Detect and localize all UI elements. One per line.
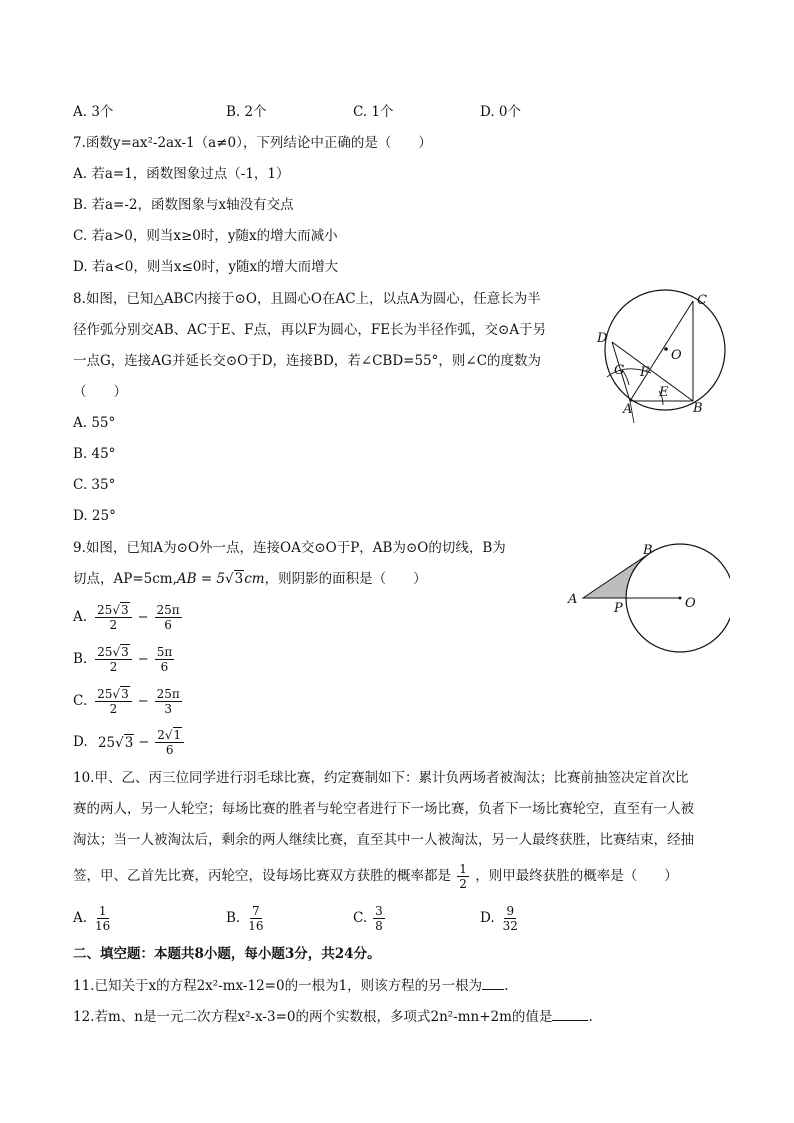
- q10-option-num: 1: [98, 904, 107, 918]
- section2-heading: 二、填空题：本题共8小题，每小题3分，共24分。: [73, 946, 381, 962]
- q10-option-b: [226, 904, 268, 933]
- q8-label-d: D: [597, 331, 608, 346]
- q8-stem-line4: （ ）: [73, 384, 127, 400]
- q9-option-num1: 25: [97, 687, 113, 701]
- q10-option-fraction: [246, 904, 265, 933]
- q9-center-dot: [679, 597, 682, 600]
- q9-option-num2: 25π: [156, 687, 180, 701]
- q9-radical: √3: [225, 571, 244, 587]
- q9-option-den2: 3: [164, 702, 173, 716]
- q9-label-o: O: [685, 596, 696, 611]
- q10-stem-line3: 淘汰；当一人被淘汰后，剩余的两人继续比赛，直至其中一人被淘汰，另一人最终获胜，比赛结束，经抽: [73, 832, 694, 848]
- q9-option-c: [73, 687, 184, 716]
- q9-option-den1: 2: [109, 660, 118, 674]
- q9-option-fraction-1: $\frac{25√3}{2}$: [95, 687, 132, 716]
- q10-option-fraction: [93, 904, 112, 933]
- q9-option-radicand: 3: [121, 687, 129, 701]
- q10-option-c: [353, 904, 387, 933]
- q9-option-fraction-1: $\frac{25√3}{2}$: [95, 645, 132, 674]
- q9-option-d-fraction: $\frac{2√1}{6}$: [155, 728, 184, 757]
- q10-probability-fraction: [457, 862, 469, 891]
- q12-answer-blank[interactable]: [552, 1006, 588, 1021]
- q9-option-d: D. 25 √3 − $\frac{2√1}{6}$: [73, 728, 186, 757]
- q9-option-op: −: [137, 609, 149, 625]
- q12-stem-end: .: [588, 1009, 593, 1025]
- q11-stem: [73, 975, 508, 996]
- q6-option-b: B. 2个: [226, 104, 267, 120]
- q9-shaded-region: [583, 555, 647, 598]
- q10-option-den: 32: [502, 919, 518, 933]
- q9-stem-line1: 9.如图，已知A为⊙O外一点，连接OA交⊙O于P，AB为⊙O的切线，B为: [73, 540, 506, 556]
- q10-option-a: [73, 904, 114, 933]
- q10-option-label: D.: [480, 910, 495, 926]
- q9-option-op: −: [137, 651, 149, 667]
- q10-option-num: 7: [252, 904, 260, 918]
- q10-option-label: B.: [226, 910, 241, 926]
- q10-option-fraction: [373, 904, 385, 933]
- q6-option-d: D. 0个: [480, 104, 522, 120]
- q9-option-fraction-2: [155, 603, 182, 632]
- q9-line2-post: ，则阴影的面积是（ ）: [264, 571, 427, 587]
- q10-option-label: C.: [353, 910, 368, 926]
- q8-label-f: F: [640, 365, 650, 380]
- q9-option-den1: 2: [109, 702, 118, 716]
- q12-stem-text: 12.若m、n是一元二次方程x²-x-3=0的两个实数根，多项式2n²-mn+2m的值是: [73, 1009, 553, 1025]
- q8-geometry-figure: [585, 285, 735, 425]
- q10-option-label: A.: [73, 910, 88, 926]
- q10-line4-post: ，则甲最终获胜的概率是（ ）: [475, 868, 678, 884]
- q8-stem-line2: 径作弧分别交AB、AC于E、F点，再以F为圆心，FE长为半径作弧，交⊙A于另: [73, 322, 547, 338]
- q9-option-d-radicand: 3: [124, 734, 134, 751]
- q9-option-num2: 25π: [156, 603, 180, 617]
- q9-option-d-num-radicand: 1: [173, 728, 182, 742]
- q10-option-num: 9: [506, 904, 515, 918]
- q9-label-p: P: [614, 601, 623, 616]
- q10-stem-line1: 10.甲、乙、丙三位同学进行羽毛球比赛，约定赛制如下：累计负两场者被淘汰；比赛前抽签决定首次比: [73, 770, 689, 786]
- q10-option-den: 16: [248, 919, 264, 933]
- q10-option-den: 16: [95, 919, 111, 933]
- q7-stem: 7.函数y=ax²-2ax-1（a≠0），下列结论中正确的是（ ）: [73, 135, 432, 151]
- q9-option-a: [73, 603, 184, 632]
- q9-option-d-label: D.: [73, 734, 88, 750]
- q7-option-d: D. 若a<0，则当x≤0时，y随x的增大而增大: [73, 259, 339, 275]
- q9-option-op: −: [137, 693, 149, 709]
- q10-prob-den: 2: [459, 877, 467, 891]
- q8-label-c: C: [697, 293, 707, 308]
- q7-option-b: B. 若a=-2，函数图象与x轴没有交点: [73, 197, 294, 213]
- q10-prob-num: 1: [459, 862, 467, 876]
- q9-option-num2: 5π: [156, 645, 173, 659]
- q8-option-a: A. 55°: [73, 415, 116, 431]
- q8-option-d: D. 25°: [73, 508, 116, 524]
- q9-option-fraction-1: $\frac{25√3}{2}$: [95, 603, 132, 632]
- q9-option-b: [73, 645, 176, 674]
- q9-label-a: A: [568, 592, 578, 607]
- q7-option-c: C. 若a>0，则当x≥0时，y随x的增大而减小: [73, 228, 338, 244]
- q9-option-fraction-2: [155, 687, 182, 716]
- q8-label-g: G: [614, 363, 625, 378]
- q9-option-fraction-2: [155, 645, 175, 674]
- q9-stem-line2: [73, 569, 427, 589]
- q9-option-d-op: −: [138, 734, 150, 750]
- q10-option-den: 8: [375, 919, 383, 933]
- q9-option-label: B.: [73, 651, 88, 667]
- q8-center-dot: [664, 347, 668, 351]
- q9-option-num1: 25: [97, 645, 113, 659]
- q8-label-e: E: [659, 385, 669, 400]
- q6-option-c: C. 1个: [353, 104, 394, 120]
- q9-option-label: C.: [73, 693, 88, 709]
- q9-option-den2: 6: [160, 660, 169, 674]
- q10-option-num: 3: [375, 904, 383, 918]
- q9-option-label: A.: [73, 609, 88, 625]
- q8-option-b: B. 45°: [73, 446, 116, 462]
- q10-stem-line2: 赛的两人，另一人轮空；每场比赛的胜者与轮空者进行下一场比赛，负者下一场比赛轮空，直至有一人被: [73, 801, 694, 817]
- q9-option-den2: 6: [164, 618, 172, 632]
- q8-label-a: A: [623, 402, 633, 417]
- q9-label-b: B: [643, 543, 653, 558]
- q8-stem-line3: 一点G，连接AG并延长交⊙O于D，连接BD，若∠CBD=55°，则∠C的度数为: [73, 353, 542, 369]
- q9-option-radicand: 3: [121, 645, 129, 659]
- q9-option-d-coef: 25: [97, 734, 116, 751]
- q10-line4-pre: 签，甲、乙首先比赛，丙轮空，设每场比赛双方获胜的概率都是: [73, 868, 451, 884]
- q9-radicand: 3: [234, 571, 244, 587]
- q6-option-a: A. 3个: [73, 104, 114, 120]
- q10-stem-line4: [73, 862, 678, 891]
- q9-geometry-figure: [560, 540, 730, 655]
- q9-option-den1: 2: [109, 618, 118, 632]
- q9-option-num1: 25: [97, 603, 113, 617]
- q11-stem-end: .: [504, 978, 509, 994]
- q9-line2-unit: cm: [244, 571, 265, 587]
- q8-label-b: B: [693, 401, 703, 416]
- q9-line2-pre: 切点，AP=5cm,: [73, 571, 177, 587]
- q10-option-fraction: [501, 904, 520, 933]
- q9-option-d-num: 2: [157, 728, 165, 742]
- q11-stem-text: 11.已知关于x的方程2x²-mx-12=0的一根为1，则该方程的另一根为: [73, 978, 483, 994]
- q8-stem-line1: 8.如图，已知△ABC内接于⊙O，且圆心O在AC上，以点A为圆心，任意长为半: [73, 291, 541, 307]
- q9-option-d-den: 6: [165, 743, 174, 757]
- q10-option-d: [480, 904, 522, 933]
- q7-option-a: A. 若a=1，函数图象过点（-1，1）: [73, 166, 290, 182]
- q11-answer-blank[interactable]: [482, 975, 504, 990]
- q9-line2-ab: AB = 5: [176, 571, 226, 587]
- q9-option-radicand: 3: [120, 603, 129, 617]
- q8-option-c: C. 35°: [73, 477, 116, 493]
- q8-label-o: O: [671, 348, 682, 363]
- q12-stem: [73, 1006, 593, 1027]
